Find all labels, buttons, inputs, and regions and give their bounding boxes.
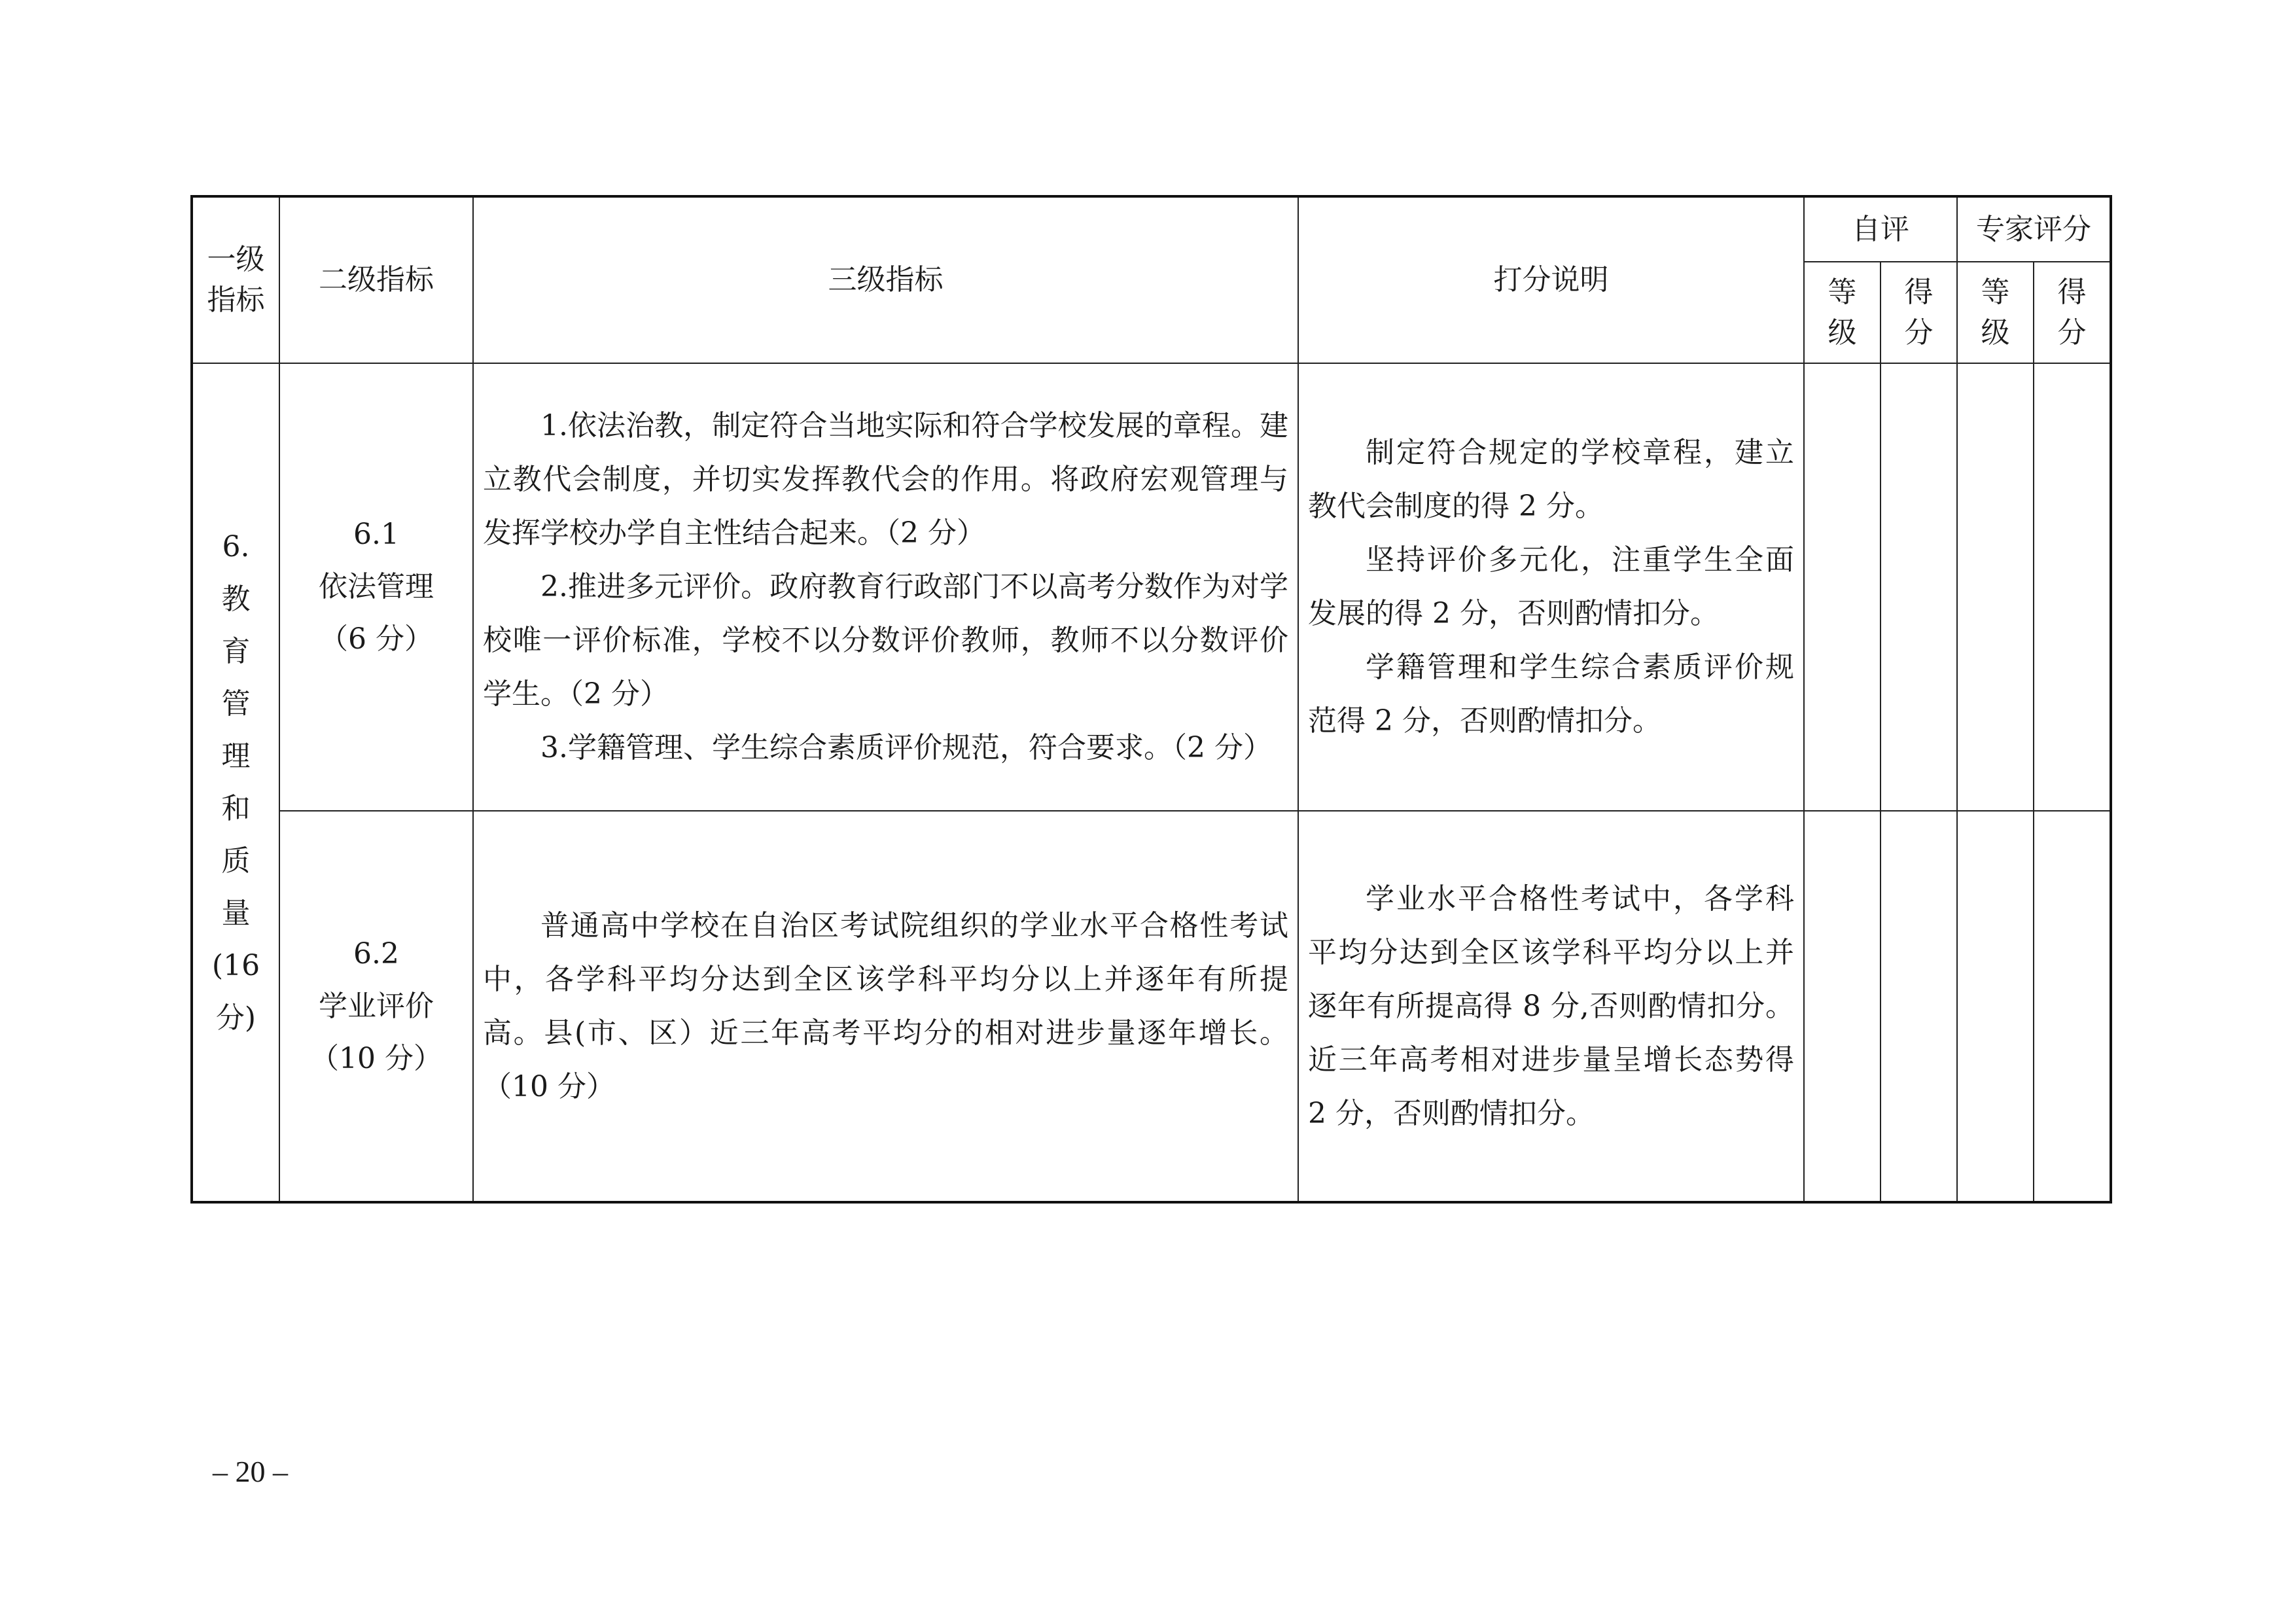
header-expert-grade-char2: 级: [1981, 315, 2010, 349]
header-level3: 三级指标: [473, 196, 1298, 363]
header-expert-grade: [1957, 262, 2034, 363]
header-self-grade-char1: 等: [1828, 275, 1857, 309]
header-self-grade-char2: 级: [1828, 315, 1857, 349]
scoring-paragraph: 学籍管理和学生综合素质评价规范得 2 分，否则酌情扣分。: [1308, 651, 1794, 738]
header-level2: 二级指标: [279, 196, 473, 363]
header-expert-score: [2034, 262, 2111, 363]
expert-grade-cell[interactable]: [1957, 363, 2034, 811]
self-score-cell[interactable]: [1881, 811, 1957, 1202]
self-score-cell[interactable]: [1881, 363, 1957, 811]
level2-code: 6.2: [353, 936, 399, 971]
header-self-score: [1881, 262, 1957, 363]
expert-grade-cell[interactable]: [1957, 811, 2034, 1202]
scoring-paragraph: 坚持评价多元化，注重学生全面发展的得 2 分，否则酌情扣分。: [1308, 543, 1794, 630]
header-self-score-char2: 分: [1904, 315, 1934, 349]
scoring-paragraph: 制定符合规定的学校章程，建立教代会制度的得 2 分。: [1308, 436, 1794, 523]
header-expert-eval: 专家评分: [1957, 196, 2111, 262]
level2-name: 学业评价: [319, 989, 434, 1023]
expert-score-cell[interactable]: [2034, 363, 2111, 811]
level1-char: 分): [215, 1001, 256, 1035]
level2-points: （6 分）: [319, 622, 433, 656]
table-row: [192, 363, 2111, 811]
level3-indicator: [473, 811, 1298, 1202]
level1-char: 管: [221, 687, 251, 721]
level1-indicator: [192, 363, 279, 1202]
scoring-paragraph: 学业水平合格性考试中，各学科平均分达到全区该学科平均分以上并逐年有所提高得 8 分,否则酌情扣分。近三年高考相对进步量呈增长态势得 2 分，否则酌情扣分。: [1308, 882, 1794, 1130]
level2-name: 依法管理: [319, 570, 434, 603]
scoring-note: [1298, 811, 1804, 1202]
level3-paragraph: 普通高中学校在自治区考试院组织的学业水平合格性考试中，各学科平均分达到全区该学科平均分以上并逐年有所提高。县(市、区）近三年高考平均分的相对进步量逐年增长。（10 分）: [483, 908, 1288, 1103]
level3-paragraph: 2.推进多元评价。政府教育行政部门不以高考分数作为对学校唯一评价标准，学校不以分数评价教师，教师不以分数评价学生。（2 分）: [483, 570, 1288, 711]
level1-char: 6.: [222, 529, 250, 563]
level1-char: 教: [221, 582, 251, 616]
header-level1: [192, 196, 279, 363]
level2-indicator: [279, 811, 473, 1202]
level2-indicator: [279, 363, 473, 811]
level1-char: 质: [221, 844, 251, 878]
scoring-note: [1298, 363, 1804, 811]
header-row-top: [192, 196, 2111, 262]
page-number: – 20 –: [213, 1455, 288, 1488]
header-self-eval: 自评: [1804, 196, 1957, 262]
table-row: [192, 811, 2111, 1202]
evaluation-table: [190, 195, 2112, 1204]
header-expert-grade-char1: 等: [1981, 275, 2010, 309]
level1-char: (16: [211, 948, 260, 982]
header-expert-score-char1: 得: [2057, 275, 2087, 309]
header-level1-line2: 指标: [207, 283, 265, 317]
level2-points: （10 分）: [310, 1041, 442, 1075]
level1-char: 理: [221, 739, 251, 773]
expert-score-cell[interactable]: [2034, 811, 2111, 1202]
header-self-grade: [1804, 262, 1881, 363]
level1-char: 育: [221, 634, 251, 668]
self-grade-cell[interactable]: [1804, 811, 1881, 1202]
level2-code: 6.1: [353, 518, 399, 551]
header-self-score-char1: 得: [1904, 275, 1934, 309]
level3-paragraph: 3.学籍管理、学生综合素质评价规范，符合要求。（2 分）: [540, 731, 1272, 764]
header-expert-score-char2: 分: [2057, 315, 2087, 349]
header-level1-line1: 一级: [207, 243, 265, 276]
level3-indicator: [473, 363, 1298, 811]
level1-char: 和: [221, 791, 251, 825]
level3-paragraph: 1.依法治教，制定符合当地实际和符合学校发展的章程。建立教代会制度，并切实发挥教代会的作用。将政府宏观管理与发挥学校办学自主性结合起来。（2 分）: [483, 409, 1288, 550]
level1-char: 量: [221, 896, 251, 930]
self-grade-cell[interactable]: [1804, 363, 1881, 811]
header-scoring-note: 打分说明: [1298, 196, 1804, 363]
